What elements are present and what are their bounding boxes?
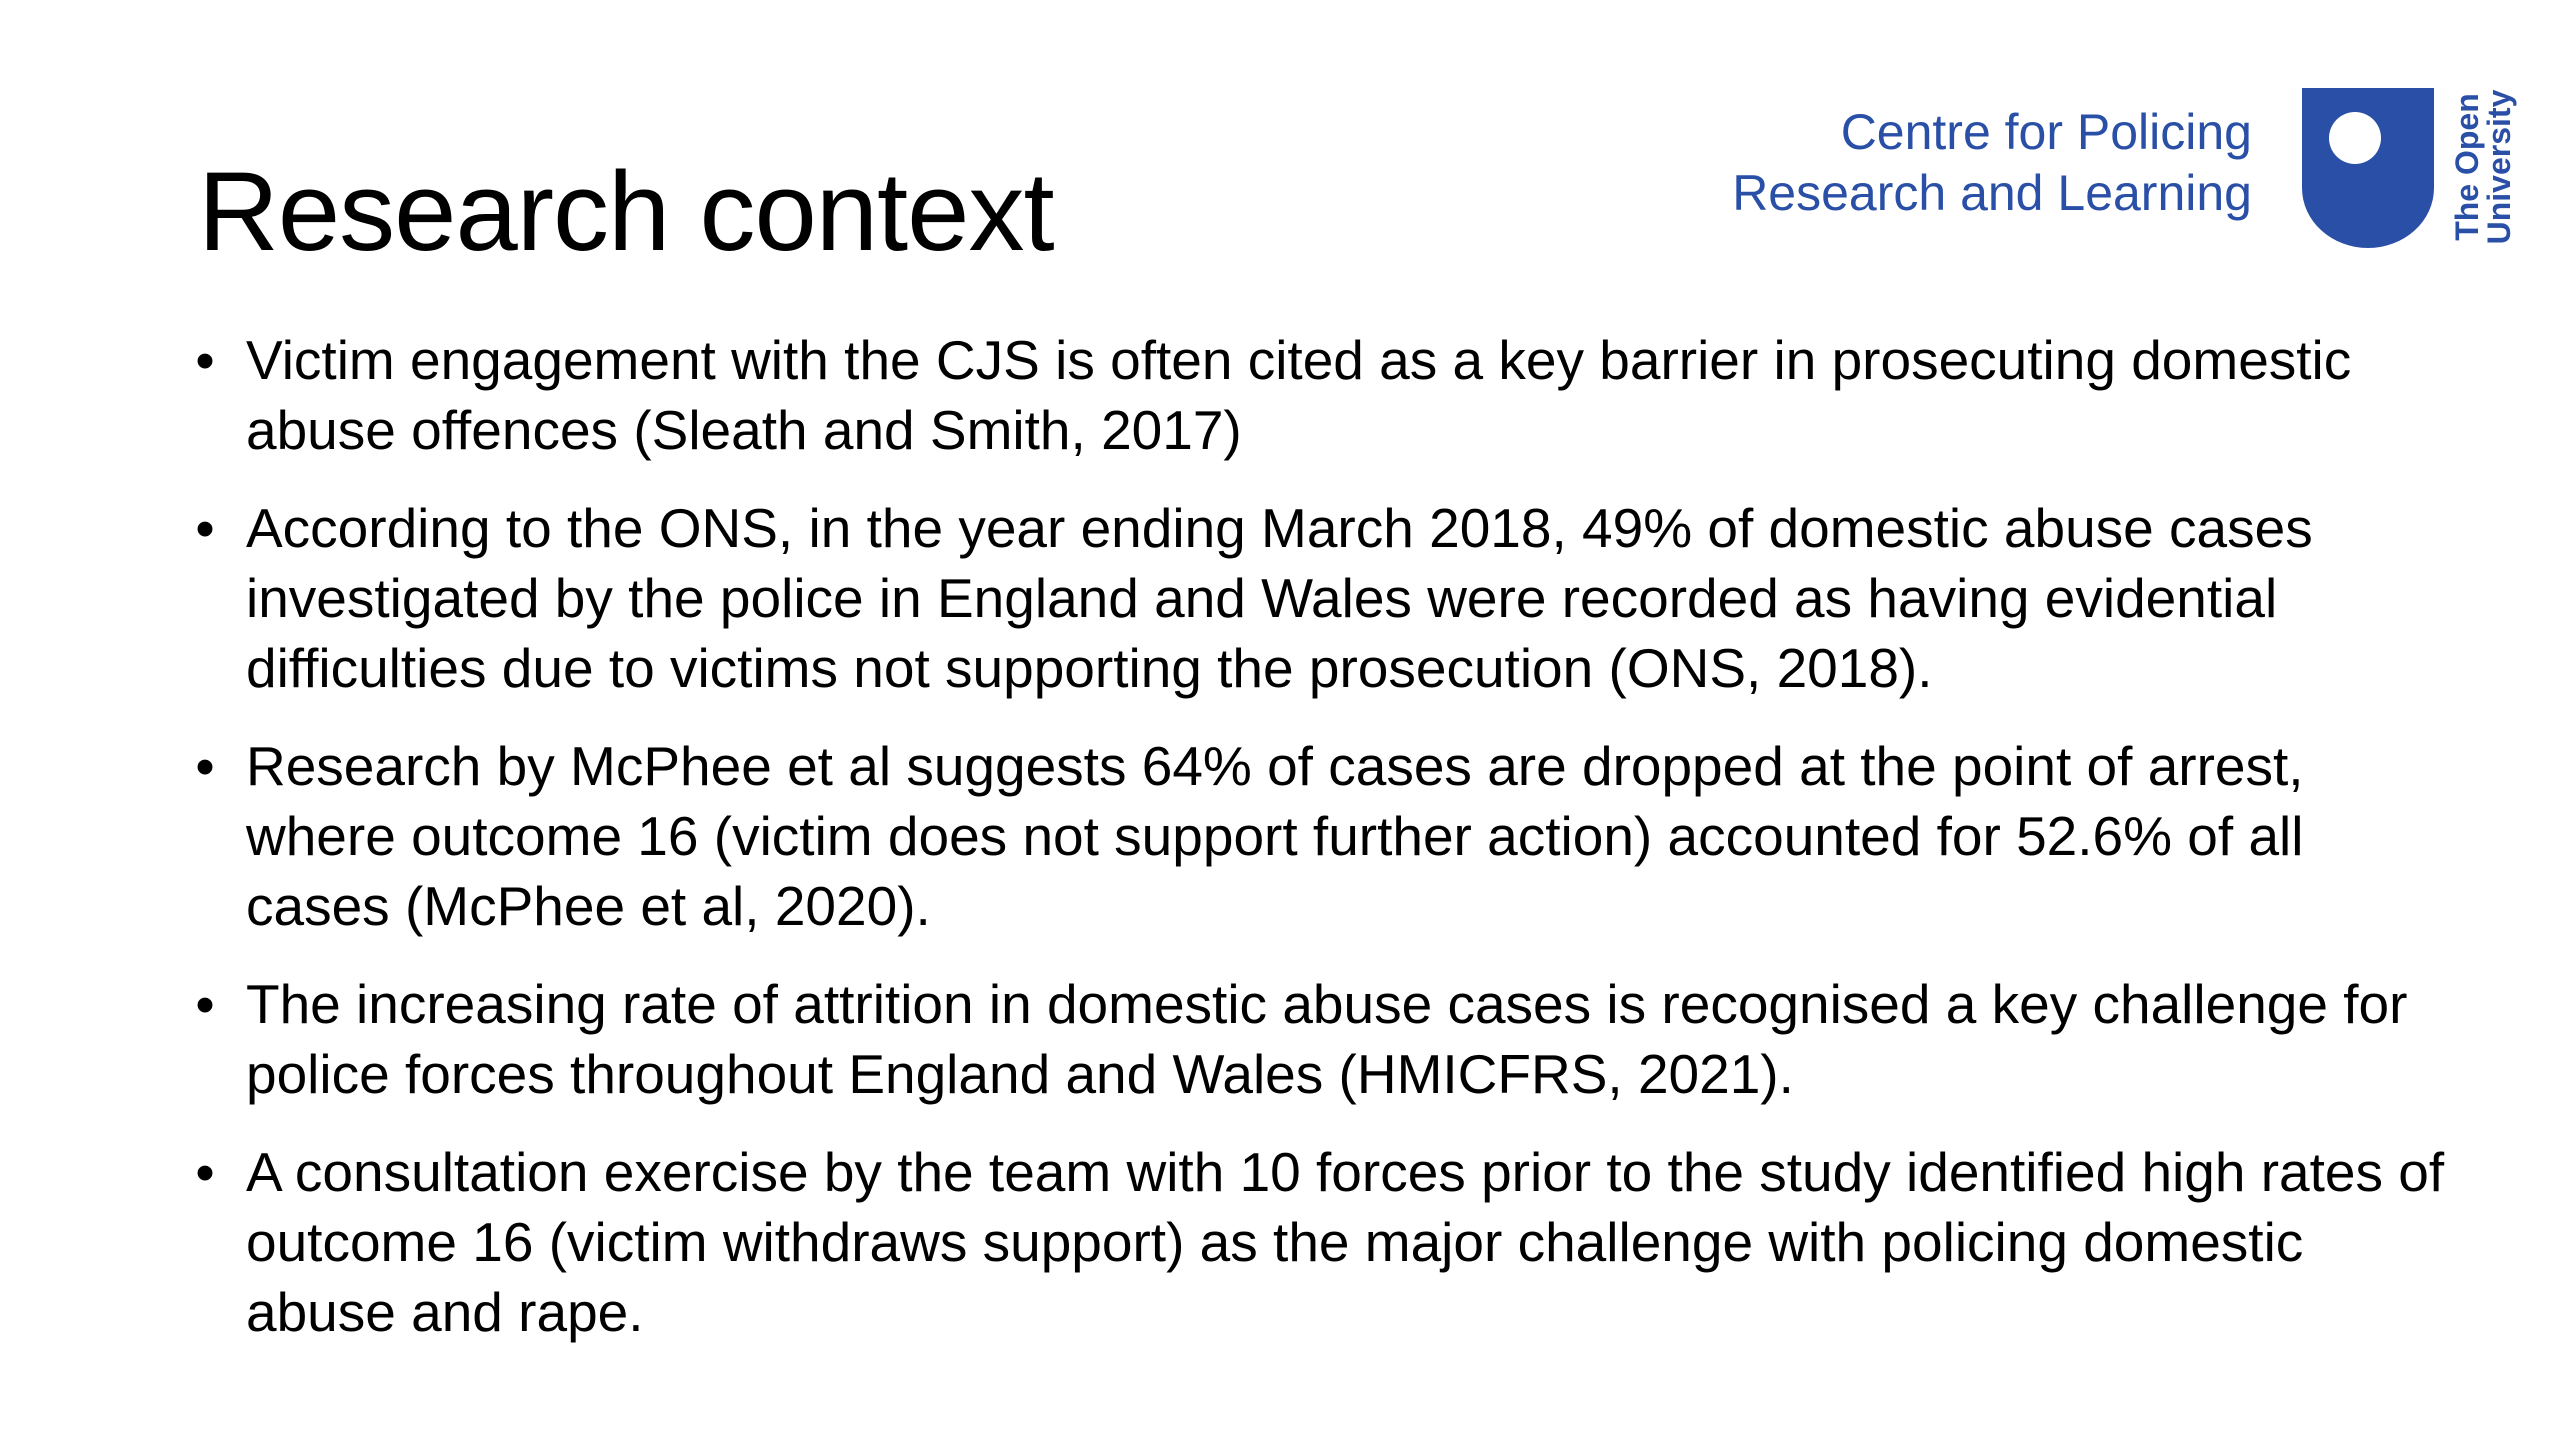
branding xyxy=(1732,82,2517,252)
bullet-text: According to the ONS, in the year ending March 2018, 49% of domestic abuse cases investigated by the police in England and Wales were recorded as having evidential difficulties due to victims not supporting the prosecution (ONS, 2018). xyxy=(246,497,2313,699)
centre-name xyxy=(1732,102,2252,224)
centre-name-line-2: Research and Learning xyxy=(1732,165,2252,221)
bullet-text: The increasing rate of attrition in domestic abuse cases is recognised a key challenge for police forces throughout England and Wales (HMICFRS, 2021). xyxy=(246,973,2408,1105)
bullet-text: A consultation exercise by the team with 10 forces prior to the study identified high rates of outcome 16 (victim withdraws support) as the major challenge with policing domestic abuse and rape. xyxy=(246,1141,2445,1343)
open-university-wordmark xyxy=(2449,82,2517,252)
bullet-marker: • xyxy=(195,329,215,391)
bullet-text: Research by McPhee et al suggests 64% of cases are dropped at the point of arrest, where outcome 16 (victim does not support further action) accounted for 52.6% of all cases (McPhee et al, 2020). xyxy=(246,735,2304,937)
bullet-marker: • xyxy=(195,1141,215,1203)
university-name-line-1: The Open xyxy=(2449,93,2485,241)
slide-title: Research context xyxy=(198,149,1054,274)
university-name-line-2: University xyxy=(2481,89,2517,245)
bullet-marker: • xyxy=(195,735,215,797)
bullet-item xyxy=(190,969,2450,1109)
bullet-marker: • xyxy=(195,973,215,1035)
bullet-text: Victim engagement with the CJS is often cited as a key barrier in prosecuting domestic abuse offences (Sleath and Smith, 2017) xyxy=(246,329,2352,461)
bullet-item xyxy=(190,325,2450,465)
bullet-item xyxy=(190,731,2450,941)
bullet-item xyxy=(190,1137,2450,1347)
bullet-item xyxy=(190,493,2450,703)
centre-name-line-1: Centre for Policing xyxy=(1840,104,2252,160)
bullet-marker: • xyxy=(195,497,215,559)
open-university-shield-icon xyxy=(2302,88,2434,248)
bullet-list xyxy=(190,325,2450,1375)
